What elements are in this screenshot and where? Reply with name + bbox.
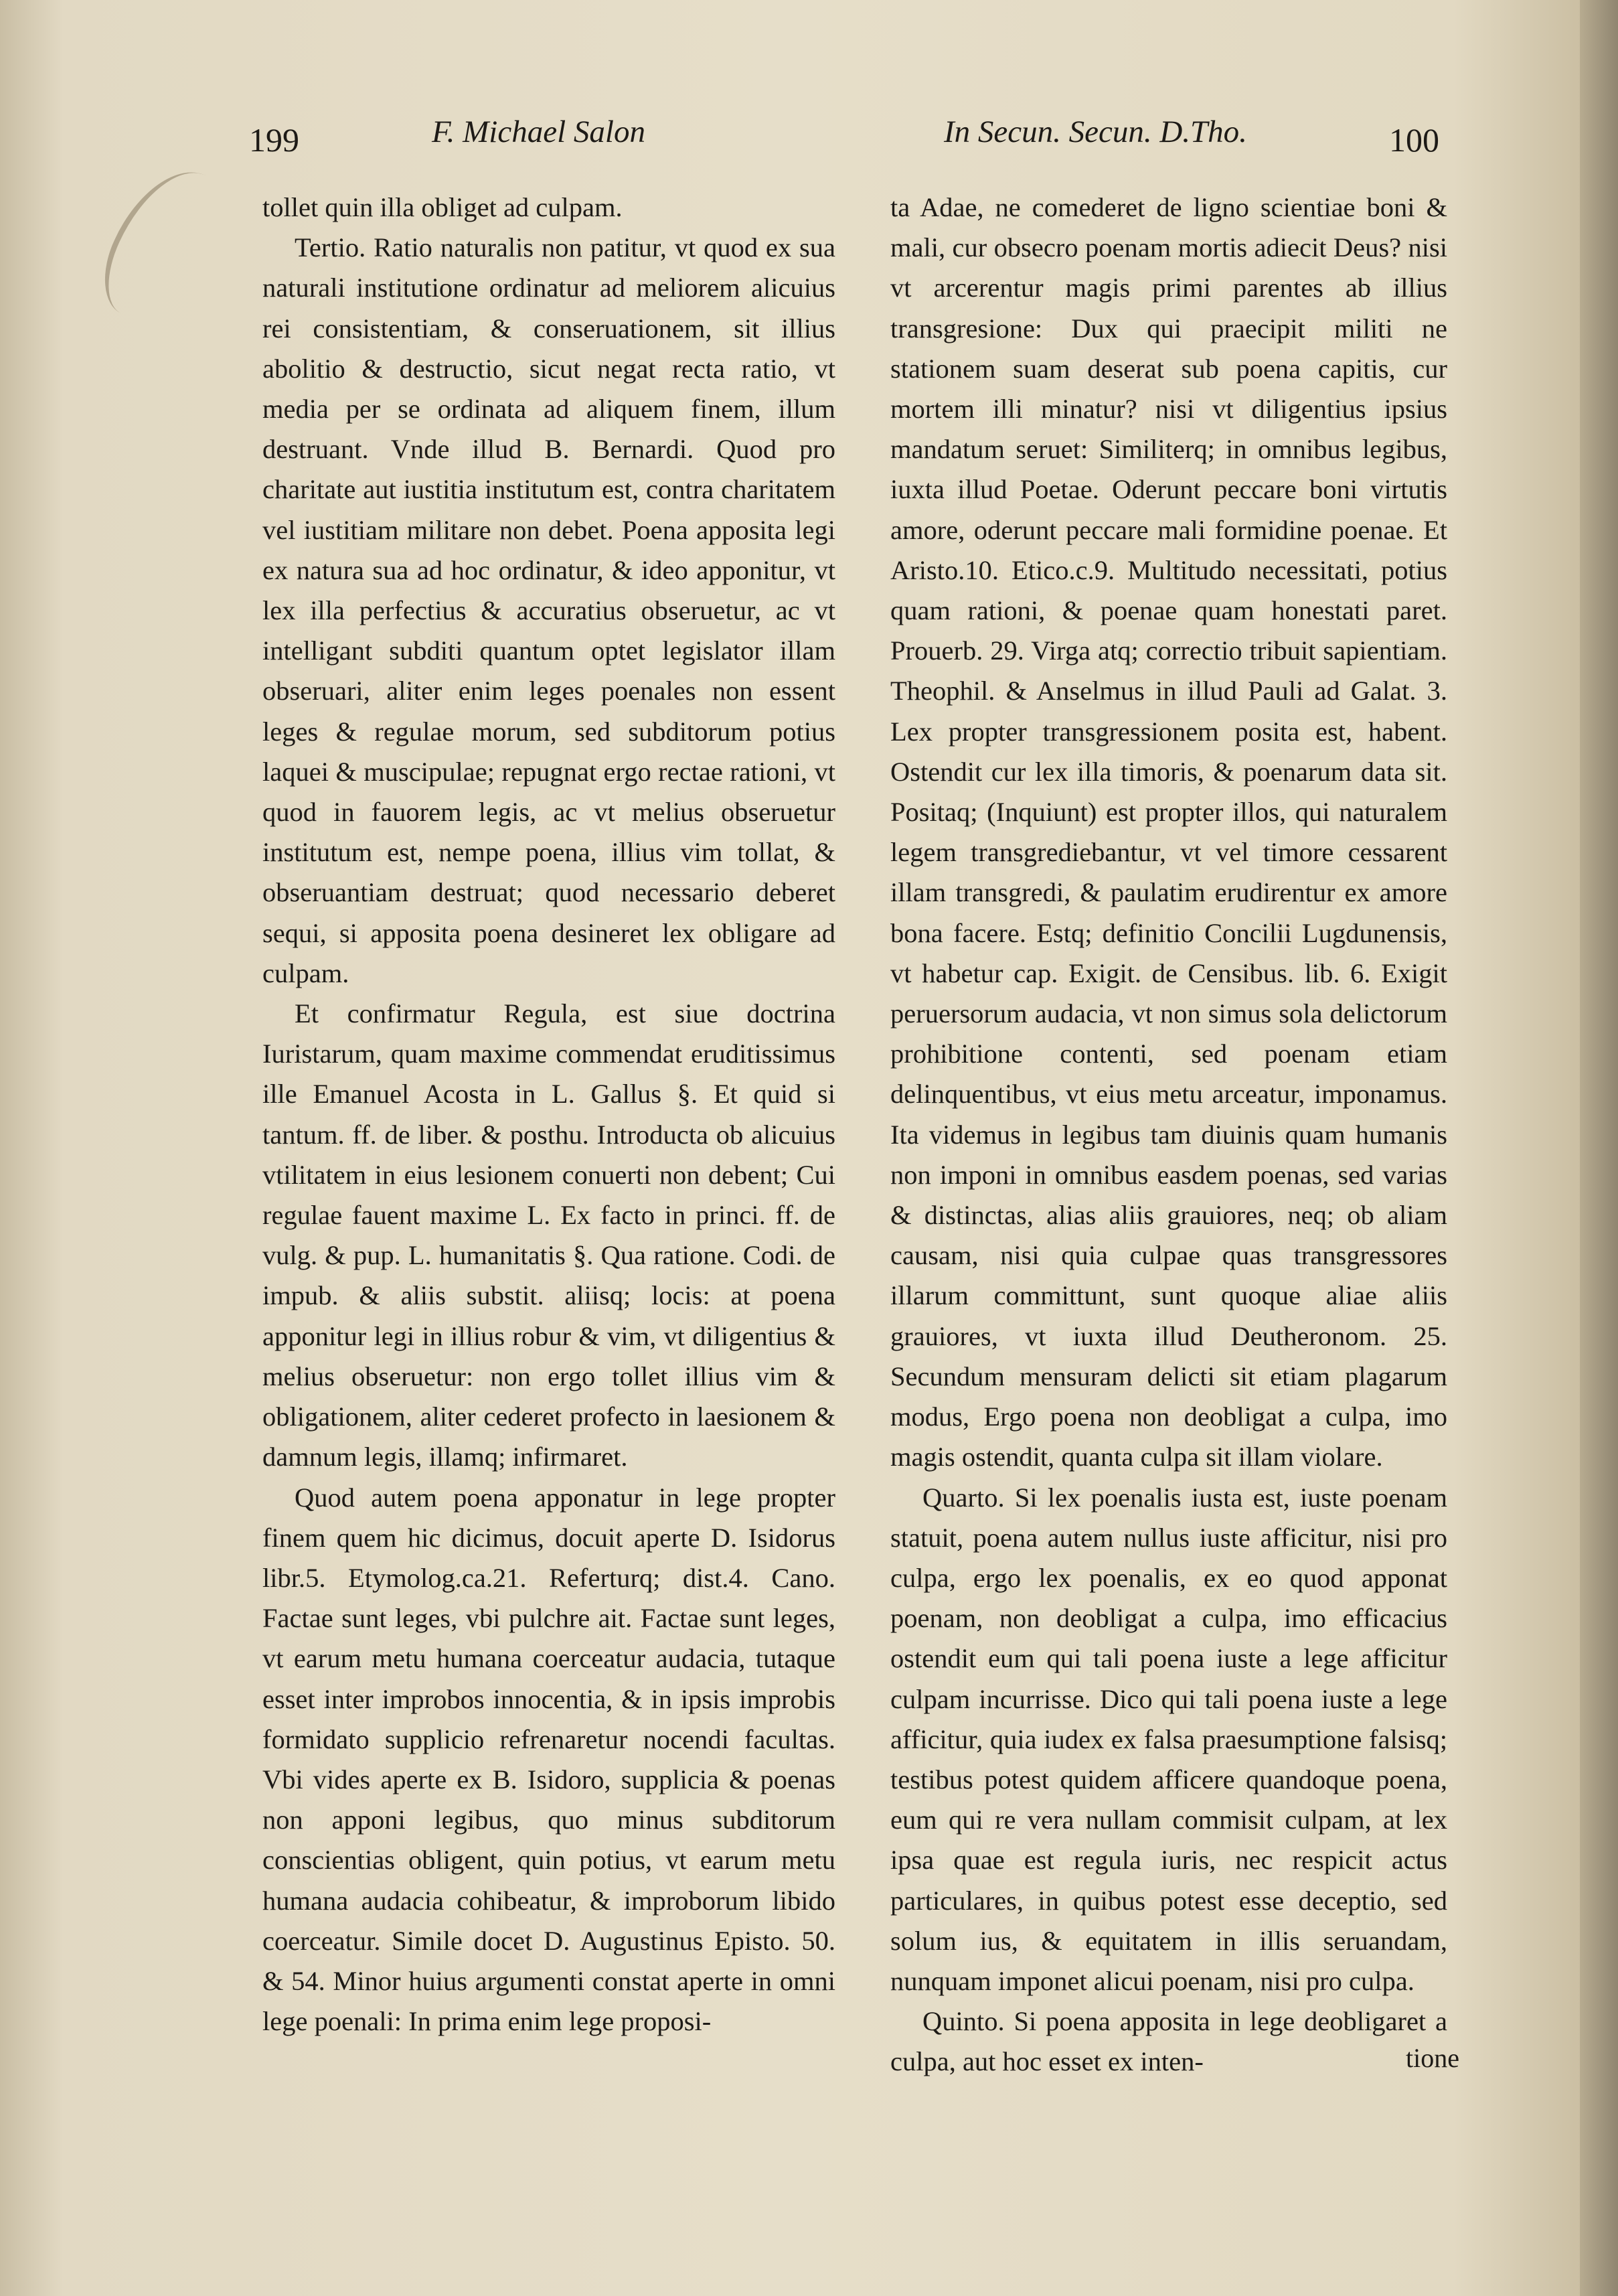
left-page-number: 199: [249, 121, 299, 159]
paragraph: Quinto. Si poena apposita in lege deobligaret a culpa, aut hoc esset ex inten-: [890, 2006, 1447, 2077]
catchword: tione: [1406, 2043, 1459, 2073]
left-text-column: [262, 187, 835, 2223]
paragraph: ta Adae, ne comederet de ligno scientiae boni & mali, cur obsecro poenam mortis adiecit Deus? nisi vt arcerentur magis primi parentes ab illius transgresione: Dux qui praecipit militi ne stationem suam deserat sub poena capitis, cur mortem illi minatur? nisi vt diligentius ipsius mandatum seruet: Similiterq; in omnibus legibus, iuxta illud Poetae. Oderunt peccare boni virtutis amore, oderunt peccare mali formidine poenae. Et Aristo.10. Etico.c.9. Multitudo necessitati, potius quam rationi, & poenae quam honestati paret. Prouerb. 29. Virga atq; correctio tribuit sapientiam. Theophil. & Anselmus in illud Pauli ad Galat. 3. Lex propter transgressionem posita est, habent. Ostendit cur lex illa timoris, & poenarum data sit. Positaq; (Inquiunt) est propter illos, qui naturalem legem transgrediebantur, vt vel timore cessarent illam transgredi, & paulatim erudirentur ex amore bona facere. Estq; definitio Concilii Lugdunensis, vt habetur cap. Exigit. de Censibus. lib. 6. Exigit peruersorum audacia, vt non simus sola delictorum prohibitione contenti, sed poenam etiam delinquentibus, vt eius metu arceatur, imponamus. Ita videmus in legibus tam diuinis quam humanis non imponi in omnibus easdem poenas, sed varias & distinctas, alias aliis grauiores, neq; ob aliam causam, nisi quia culpae quas transgressores illarum committunt, sunt quoque aliae aliis grauiores, vt iuxta illud Deutheronom. 25. Secundum mensuram delicti sit etiam plagarum modus, Ergo poena non deobligat a culpa, imo magis ostendit, quanta culpa sit illam violare.: [890, 192, 1447, 1472]
right-text-column: [890, 187, 1447, 2223]
paragraph: Tertio. Ratio naturalis non patitur, vt quod ex sua naturali institutione ordinatur ad meliorem alicuius rei consistentiam, & conseruationem, sit illius abolitio & destructio, sicut negat recta ratio, vt media per se ordinata ad aliquem finem, illum destruant. Vnde illud B. Bernardi. Quod pro charitate aut iustitia institutum est, contra charitatem vel iustitiam militare non debet. Poena apposita legi ex natura sua ad hoc ordinatur, & ideo apponitur, vt lex illa perfectius & accuratius obseruetur, ac vt intelligant subditi quantum optet legislator illam obseruari, aliter enim leges poenales non essent leges & regulae morum, sed subditorum potius laquei & muscipulae; repugnat ergo rectae rationi, vt quod in fauorem legis, ac vt melius obseruetur institutum est, nempe poena, illius vim tollat, & obseruantiam destruat; quod necessario deberet sequi, si apposita poena desineret lex obligare ad culpam.: [262, 232, 835, 988]
paragraph: Et confirmatur Regula, est siue doctrina Iuristarum, quam maxime commendat eruditissimus ille Emanuel Acosta in L. Gallus §. Et quid si tantum. ff. de liber. & posthu. Introducta ob alicuius vtilitatem in eius lesionem conuerti non debent; Cui regulae fauent maxime L. Ex facto in princi. ff. de vulg. & pup. L. humanitatis §. Qua ratione. Codi. de impub. & aliis substit. aliisq; locis: at poena apponitur legi in illius robur & vim, vt diligentius & melius obseruetur: non ergo tollet illius vim & obligationem, aliter cederet profecto in laesionem & damnum legis, illamq; infirmaret.: [262, 998, 835, 1472]
paragraph: Quod autem poena apponatur in lege propter finem quem hic dicimus, docuit aperte D. Isidorus libr.5. Etymolog.ca.21. Referturq; dist.4. Cano. Factae sunt leges, vbi pulchre ait. Factae sunt leges, vt earum metu humana coerceatur audacia, tutaque esset inter improbos innocentia, & in ipsis improbis formidato supplicio refrenaretur nocendi facultas. Vbi vides aperte ex B. Isidoro, supplicia & poenas non apponi legibus, quo minus subditorum conscientias obligent, quin potius, vt earum metu humana audacia cohibeatur, & improborum libido coerceatur. Simile docet D. Augustinus Episto. 50. & 54. Minor huius argumenti constat aperte in omni lege poenali: In prima enim lege proposi-: [262, 1482, 835, 2037]
right-page-number: 100: [1389, 121, 1439, 159]
left-running-title: F. Michael Salon: [432, 114, 645, 149]
page-gutter: [1580, 0, 1618, 2296]
paragraph: tollet quin illa obliget ad culpam.: [262, 192, 623, 222]
right-running-title: In Secun. Secun. D.Tho.: [944, 114, 1247, 149]
paragraph: Quarto. Si lex poenalis iusta est, iuste poenam statuit, poena autem nullus iuste afficitur, nisi pro culpa, ergo lex poenalis, ex eo quod apponat poenam, non deobligat a culpa, imo efficacius ostendit eum qui tali poena iuste a lege afficitur culpam incurrisse. Dico qui tali poena iuste a lege afficitur, quia iudex ex falsa praesumptione falsisq; testibus potest quidem afficere quandoque poena, eum qui re vera nullam commisit culpam, at lex ipsa quae est regula iuris, nec respicit actus particulares, in quibus potest esse deceptio, sed solum ius, & equitatem in illis seruandam, nunquam imponet alicui poenam, nisi pro culpa.: [890, 1482, 1447, 1996]
